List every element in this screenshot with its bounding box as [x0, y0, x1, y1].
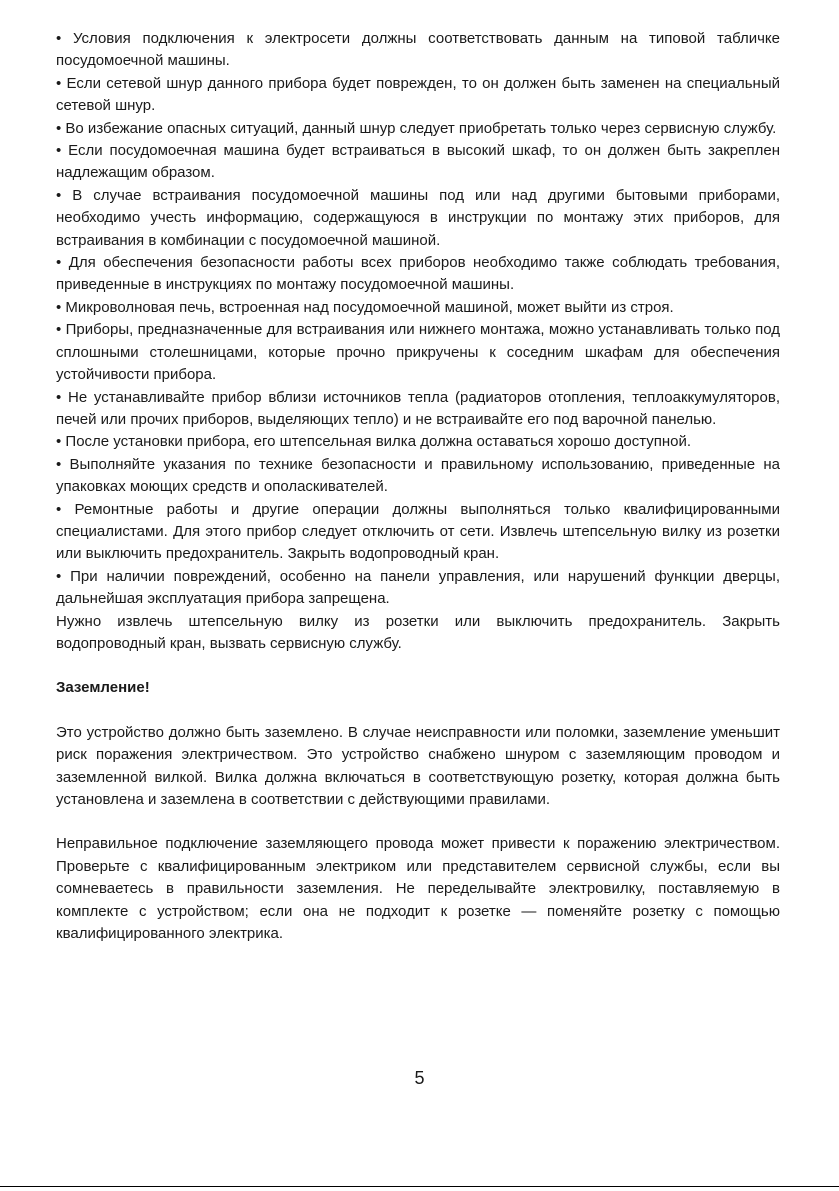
bullet-item: • Микроволновая печь, встроенная над посудомоечной машиной, может выйти из строя. — [56, 297, 780, 319]
service-instruction-text: Нужно извлечь штепсельную вилку из розетки или выключить предохранитель. Закрыть водопроводный кран, вызвать сервисную службу. — [56, 612, 780, 652]
bullet-item: • Не устанавливайте прибор вблизи источников тепла (радиаторов отопления, теплоаккумуляторов, печей или прочих приборов, выделяющих тепло) и не встраивайте его под варочной панелью. — [56, 387, 780, 432]
grounding-paragraph-2: Неправильное подключение заземляющего провода может привести к поражению электричеством. Проверьте с квалифицированным электриком или представителем сервисной службы, если вы сомневаетесь в правильности заземления. Не переделывайте электровилку, поставляемую в комплекте с устройством; если она не подходит к розетке — поменяйте розетку с помощью квалифицированного электрика. — [56, 835, 780, 943]
bullet-item: • Условия подключения к электросети должны соответствовать данным на типовой табличке посудомоечной машины. — [56, 28, 780, 73]
bullet-item: • Ремонтные работы и другие операции должны выполняться только квалифицированными специалистами. Для этого прибор следует отключить от сети. Извлечь штепсельную вилку из розетки или выключить предохранитель. Закрыть водопроводный кран. — [56, 499, 780, 566]
bullet-item: • Приборы, предназначенные для встраивания или нижнего монтажа, можно устанавливать только под сплошными столешницами, которые прочно прикручены к соседним шкафам для обеспечения устойчивости прибора. — [56, 319, 780, 386]
bottom-divider — [0, 1186, 839, 1187]
grounding-paragraph-1: Это устройство должно быть заземлено. В случае неисправности или поломки, заземление уменьшит риск поражения электричеством. Это устройство снабжено шнуром с заземляющим проводом и заземленной вилкой. Вилка должна включаться в соответствующую розетку, которая должна быть установлена и заземлена в соответствии с действующими правилами. — [56, 723, 780, 808]
bullet-item: • Во избежание опасных ситуаций, данный шнур следует приобретать только через сервисную службу. — [56, 118, 780, 140]
bullet-item: • Если сетевой шнур данного прибора будет поврежден, то он должен быть заменен на специальный сетевой шнур. — [56, 73, 780, 118]
grounding-heading: Заземление! — [56, 679, 150, 697]
bullet-item: • При наличии повреждений, особенно на панели управления, или нарушений функции дверцы, дальнейшая эксплуатация прибора запрещена. — [56, 566, 780, 611]
bullet-item: • Выполняйте указания по технике безопасности и правильному использованию, приведенные на упаковках моющих средств и ополаскивателей. — [56, 454, 780, 499]
bullet-item: • Если посудомоечная машина будет встраиваться в высокий шкаф, то он должен быть закреплен надлежащим образом. — [56, 140, 780, 185]
safety-bullet-list — [56, 28, 780, 655]
bullet-item: • Для обеспечения безопасности работы всех приборов необходимо также соблюдать требования, приведенные в инструкциях по монтажу посудомоечной машины. — [56, 252, 780, 297]
bullet-item: • В случае встраивания посудомоечной машины под или над другими бытовыми приборами, необходимо учесть информацию, содержащуюся в инструкции по монтажу этих приборов, для встраивания в комбинации с посудомоечной машиной. — [56, 185, 780, 252]
document-page — [56, 28, 780, 945]
bullet-item: • После установки прибора, его штепсельная вилка должна оставаться хорошо доступной. — [56, 431, 780, 453]
page-number: 5 — [414, 1068, 425, 1088]
